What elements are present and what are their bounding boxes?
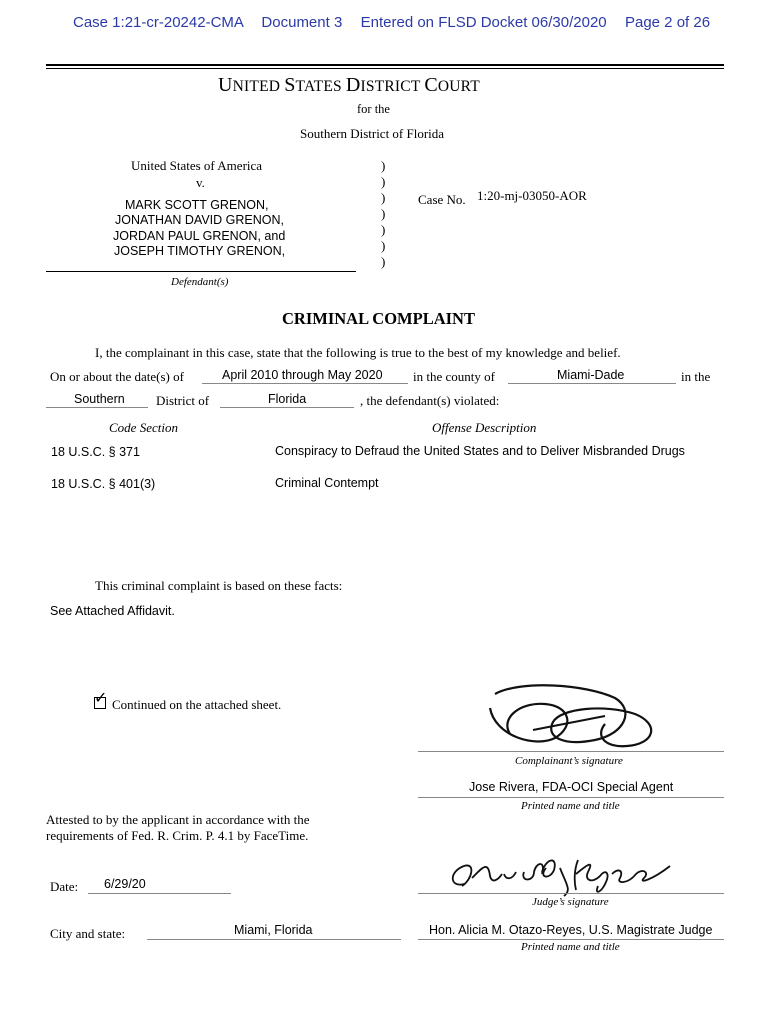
complainant-name-line bbox=[418, 797, 724, 798]
date-underline bbox=[202, 383, 408, 384]
district-name: Southern District of Florida bbox=[300, 126, 445, 141]
offense-description: Criminal Contempt bbox=[275, 476, 379, 490]
case-reference: Case 1:21-cr-20242-CMA bbox=[73, 14, 244, 31]
caption-paren: ) bbox=[381, 190, 386, 205]
district-label: District of bbox=[156, 393, 210, 408]
case-no-label: Case No. bbox=[418, 192, 466, 207]
caption-paren: ) bbox=[381, 158, 386, 173]
defendant-name: MARK SCOTT GRENON, bbox=[125, 198, 269, 212]
judge-name-line bbox=[418, 939, 724, 940]
checkmark-icon: ✓ bbox=[94, 690, 108, 707]
attestation-line-2: requirements of Fed. R. Crim. P. 4.1 by FaceTime. bbox=[46, 828, 309, 843]
complainant-name: Jose Rivera, FDA-OCI Special Agent bbox=[469, 780, 674, 794]
page-number: Page 2 of 26 bbox=[624, 14, 711, 31]
date-range-value: April 2010 through May 2020 bbox=[222, 368, 383, 382]
defendants-label: Defendant(s) bbox=[171, 276, 229, 288]
offense-code: 18 U.S.C. § 401(3) bbox=[51, 477, 156, 491]
versus: v. bbox=[196, 175, 205, 190]
date-signature-line bbox=[88, 893, 231, 894]
defendant-name: JORDAN PAUL GRENON, and bbox=[113, 229, 286, 243]
caption-paren: ) bbox=[381, 174, 386, 189]
county-value: Miami-Dade bbox=[557, 368, 625, 382]
attestation-line-1: Attested to by the applicant in accordance with the bbox=[46, 812, 310, 827]
judge-name: Hon. Alicia M. Otazo-Reyes, U.S. Magistrate Judge bbox=[429, 923, 713, 937]
complaint-title: CRIMINAL COMPLAINT bbox=[282, 309, 475, 328]
for-the: for the bbox=[357, 102, 390, 116]
docket-header bbox=[73, 14, 710, 31]
county-suffix: in the bbox=[681, 369, 711, 384]
facts-text: See Attached Affidavit. bbox=[50, 604, 175, 618]
violated-text: , the defendant(s) violated: bbox=[360, 393, 500, 408]
county-underline bbox=[508, 383, 676, 384]
defendants-underline bbox=[46, 271, 356, 272]
printed-name-label: Printed name and title bbox=[521, 800, 620, 812]
offense-description-header: Offense Description bbox=[432, 420, 537, 435]
defendant-name: JOSEPH TIMOTHY GRENON, bbox=[114, 244, 286, 258]
complainant-signature-line bbox=[418, 751, 724, 752]
district-value: Southern bbox=[74, 392, 125, 406]
document-number: Document 3 bbox=[261, 14, 343, 31]
offense-code: 18 U.S.C. § 371 bbox=[51, 445, 140, 459]
caption-paren: ) bbox=[381, 254, 386, 269]
case-no: 1:20-mj-03050-AOR bbox=[477, 188, 587, 203]
city-line bbox=[147, 939, 401, 940]
court-title: UNITED STATES DISTRICT COURT bbox=[218, 74, 480, 96]
county-prefix: in the county of bbox=[413, 369, 495, 384]
offense-description: Conspiracy to Defraud the United States and to Deliver Misbranded Drugs bbox=[275, 444, 685, 458]
caption-paren: ) bbox=[381, 222, 386, 237]
code-section-header: Code Section bbox=[109, 420, 178, 435]
caption-paren: ) bbox=[381, 238, 386, 253]
top-rule-2 bbox=[46, 68, 724, 69]
top-rule-1 bbox=[46, 64, 724, 66]
continued-label: Continued on the attached sheet. bbox=[112, 697, 282, 712]
defendant-name: JONATHAN DAVID GRENON, bbox=[115, 213, 284, 227]
docket-entry: Entered on FLSD Docket 06/30/2020 bbox=[360, 14, 607, 31]
complaint-intro: I, the complainant in this case, state that the following is true to the best of my knowledge and belief. bbox=[95, 345, 621, 360]
complainant-signature bbox=[475, 678, 665, 752]
district-underline bbox=[46, 407, 148, 408]
judge-signature-label: Judge’s signature bbox=[532, 896, 609, 908]
date-value: 6/29/20 bbox=[104, 877, 146, 891]
date-label: Date: bbox=[50, 879, 79, 894]
city-label: City and state: bbox=[50, 926, 126, 941]
date-prefix: On or about the date(s) of bbox=[50, 369, 184, 384]
caption-paren: ) bbox=[381, 206, 386, 221]
plaintiff-name: United States of America bbox=[131, 158, 263, 173]
state-value: Florida bbox=[268, 392, 307, 406]
judge-printed-label: Printed name and title bbox=[521, 941, 620, 953]
facts-intro: This criminal complaint is based on these facts: bbox=[95, 578, 343, 593]
city-value: Miami, Florida bbox=[234, 923, 313, 937]
judge-signature-line bbox=[418, 893, 724, 894]
state-underline bbox=[220, 407, 354, 408]
complainant-signature-label: Complainant’s signature bbox=[515, 755, 623, 767]
